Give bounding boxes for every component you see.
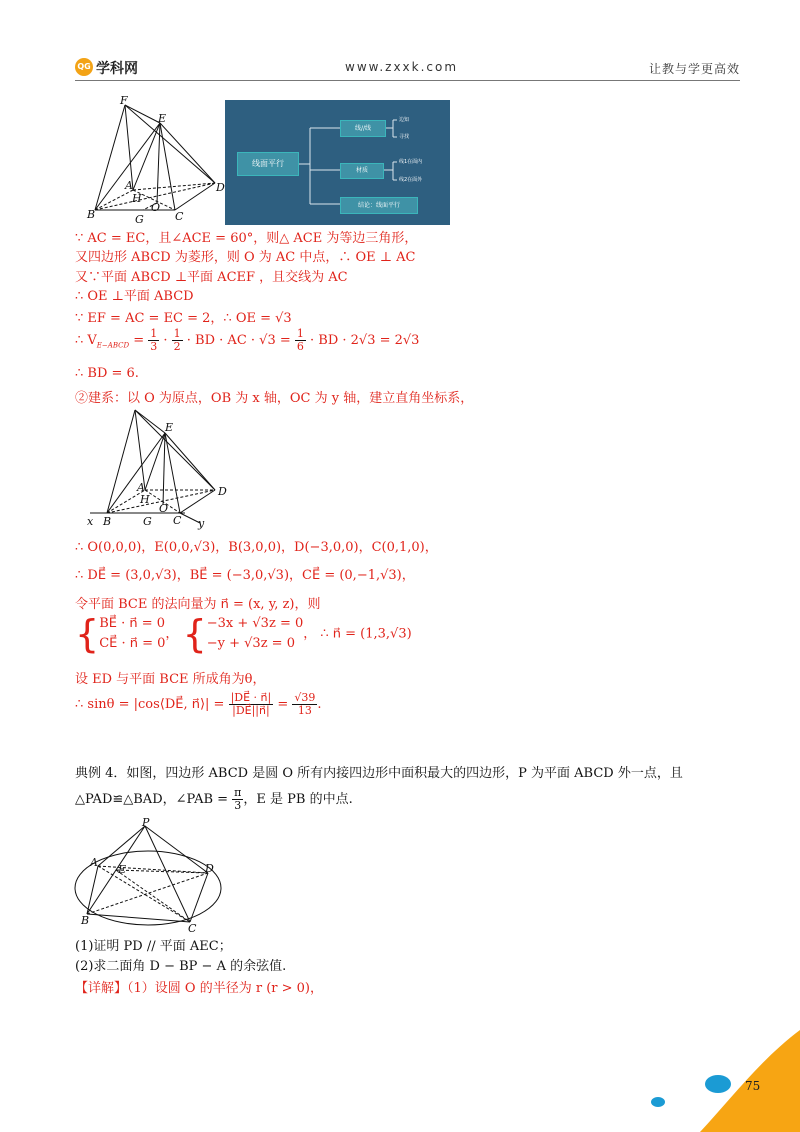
label-B: B <box>87 208 96 221</box>
label-O: O <box>151 201 161 214</box>
example-condition: △PAD≌△BAD，∠PAB = $\frac{\pi}{3}$ ，E 是 PB 的中点. <box>75 786 353 812</box>
svg-text:A: A <box>137 481 145 494</box>
corner-decoration <box>640 1030 800 1132</box>
text-line: ∴ BD = 6. <box>75 366 139 381</box>
svg-text:y: y <box>198 517 205 530</box>
normal-vector-line: 令平面 BCE 的法向量为 n⃗ = (x, y, z)，则 <box>75 597 321 612</box>
map-bottom: 结论：线面平行 <box>340 197 418 214</box>
svg-text:C: C <box>188 922 197 933</box>
text-line: ∵ AC = EC，且∠ACE = 60°，则△ ACE 为等边三角形， <box>75 231 418 246</box>
svg-text:D: D <box>218 485 227 498</box>
svg-text:x: x <box>87 515 94 528</box>
map-top: 线//线 <box>340 120 386 137</box>
svg-text:G: G <box>143 515 152 528</box>
label-F: F <box>120 95 128 107</box>
header-slogan: 让教与学更高效 <box>648 62 740 76</box>
question-1: (1)证明 PD // 平面 AEC； <box>75 939 232 954</box>
svg-text:B: B <box>103 515 112 528</box>
text-line: ②建系：以 O 为原点，OB 为 x 轴，OC 为 y 轴，建立直角坐标系， <box>75 391 474 406</box>
text-line: ∵ EF = AC = EC = 2，∴ OE = √3 <box>75 311 292 326</box>
text-line: 设 ED 与平面 BCE 所成角为θ， <box>75 672 266 687</box>
svg-text:D: D <box>205 862 214 875</box>
pyramid-figure-2 <box>85 405 235 530</box>
label-C: C <box>175 210 184 223</box>
question-2: (2)求二面角 D − BP − A 的余弦值. <box>75 959 287 974</box>
volume-formula: ∴ $V_{E-ABCD}$ = $\frac{1}{3}$ · $\frac{1}{2}$ · BD · AC · √3 = $\frac{1}{6}$ · BD · 2√3 = 2√3 <box>75 327 420 353</box>
answer-tag: 【详解】 <box>75 981 128 996</box>
logo-text: 学科网 <box>96 61 138 77</box>
coords-line: ∴ O(0,0,0)，E(0,0,√3)，B(3,0,0)，D(−3,0,0)，C(0,1,0)， <box>75 540 438 555</box>
header-divider <box>75 80 740 81</box>
label-D: D <box>216 181 225 194</box>
concept-map: 线面平行 线//线 材质 结论：线面平行 边知 寻找 线1在面内 线2在面外 <box>225 100 450 225</box>
label-H: H <box>132 192 142 205</box>
label-G: G <box>135 213 144 225</box>
text-line: 又四边形 ABCD 为菱形，则 O 为 AC 中点，∴ OE ⊥ AC <box>75 250 416 265</box>
page-number: 75 <box>745 1079 761 1093</box>
svg-text:C: C <box>173 514 182 527</box>
svg-text:E: E <box>165 421 174 434</box>
text-line: 又∵平面 ABCD ⊥平面 ACEF ，且交线为 AC <box>75 270 348 285</box>
header-url[interactable]: www.zxxk.com <box>345 60 459 74</box>
svg-text:E: E <box>118 863 127 876</box>
map-mid: 材质 <box>340 163 384 179</box>
pyramid-figure-1 <box>85 95 235 225</box>
page-header <box>75 58 740 80</box>
svg-text:H: H <box>140 493 150 506</box>
label-A: A <box>125 179 133 192</box>
svg-text:P: P <box>142 818 150 829</box>
map-root: 线面平行 <box>237 152 299 176</box>
example-text: 典例 4．如图，四边形 ABCD 是圆 O 所有内接四边形中面积最大的四边形，P 为平面 ABCD 外一点，且 <box>75 766 683 781</box>
svg-text:A: A <box>90 856 98 869</box>
text-line: ∴ OE ⊥平面 ABCD <box>75 289 194 304</box>
label-E: E <box>158 112 167 125</box>
svg-text:O: O <box>159 502 169 515</box>
svg-text:B: B <box>81 914 90 927</box>
circle-figure <box>70 818 230 933</box>
logo-icon: QG <box>75 58 93 76</box>
sine-formula: ∴ sinθ = |cos⟨DE⃗, n⃗⟩| = $\frac{|DE⃗ \cdot n⃗|}{|DE⃗||n⃗|}$ = $\frac{√39}{13}$ . <box>75 691 322 717</box>
equation-system: { BE⃗ · n⃗ = 0 CE⃗ · n⃗ = 0 ， { −3x + √3z = 0 −y + √3z = 0 ， ∴ n⃗ = (1,3,√3) <box>75 612 412 656</box>
vectors-line: ∴ DE⃗ = (3,0,√3)，BE⃗ = (−3,0,√3)，CE⃗ = (0,−1,√3)， <box>75 568 415 583</box>
answer-line: 【详解】（1）设圆 O 的半径为 r (r > 0)， <box>75 981 323 996</box>
